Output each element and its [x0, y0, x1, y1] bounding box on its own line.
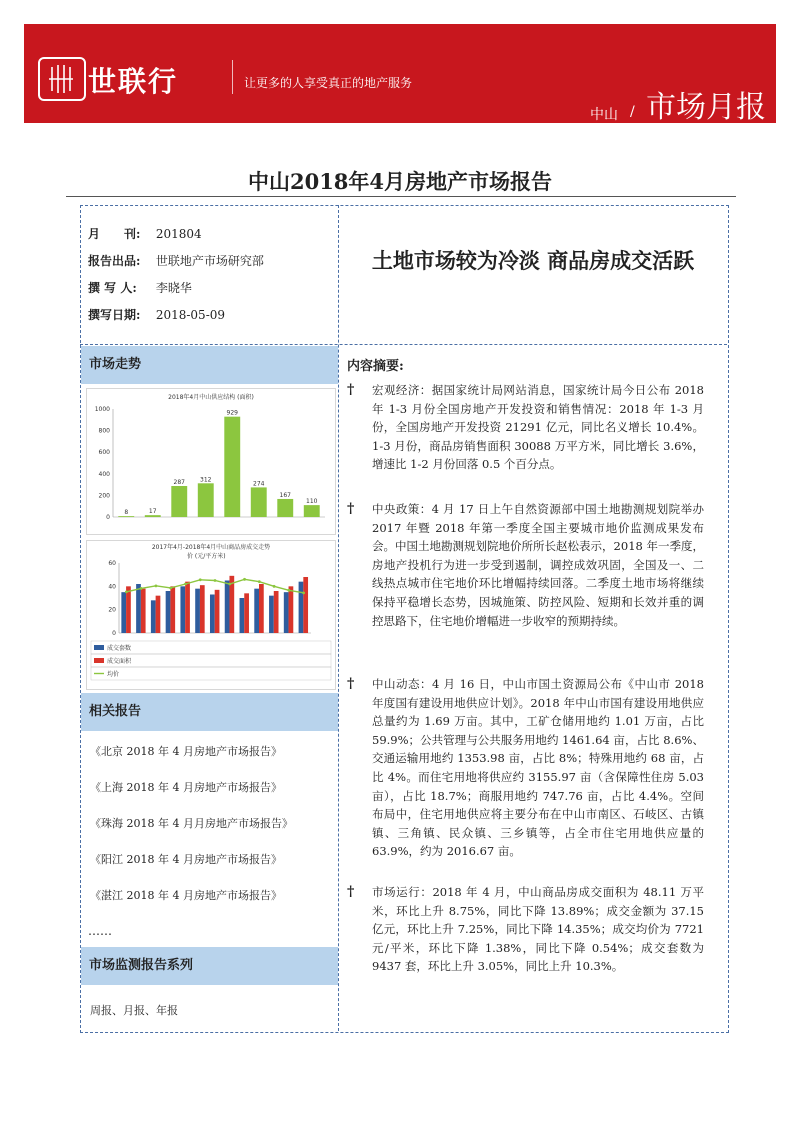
meta-author [88, 279, 192, 296]
bullet-icon: † [347, 884, 355, 900]
chart1-bar [224, 417, 240, 517]
chart1-y-tick: 800 [98, 427, 110, 435]
chart2-bar [166, 591, 171, 633]
chart1-data-label: 312 [200, 476, 212, 484]
meta-publisher [88, 252, 264, 269]
chart2-price-point [214, 579, 217, 582]
chart2-bar [240, 598, 245, 633]
chart2-bar [274, 591, 279, 633]
logo-text: 世联行 [88, 65, 179, 98]
meta-publisher-value: 世联地产市场研究部 [155, 254, 264, 268]
chart2-legend-swatch [94, 645, 104, 650]
chart2-price-point [199, 578, 202, 581]
chart2-ylabel: 价 (元/平方米) [187, 553, 226, 560]
meta-author-value: 李晓华 [155, 281, 192, 295]
meta-date-value: 2018-05-09 [155, 308, 226, 322]
meta-issue [88, 225, 202, 242]
chart2-bar [289, 586, 294, 633]
summary-title: 内容摘要: [347, 359, 404, 374]
chart-sales-trend [86, 540, 336, 690]
chart1-bar [304, 505, 320, 517]
chart2-bar [136, 584, 141, 633]
chart2-legend-label: 成交套数 [107, 645, 132, 652]
meta-date [88, 306, 225, 323]
chart2-price-point [228, 583, 231, 586]
chart2-legend-row [91, 667, 331, 680]
bullet-icon: † [347, 676, 355, 692]
logo-divider [232, 60, 233, 94]
related-report-link[interactable]: 《北京 2018 年 4 月房地产市场报告》 [90, 745, 282, 758]
chart2-bar [121, 592, 126, 633]
chart-supply-structure [86, 388, 336, 535]
chart1-data-label: 110 [306, 498, 318, 506]
chart2-bar [284, 592, 289, 633]
chart1-data-label: 17 [148, 508, 157, 516]
summary-macro: 宏观经济：据国家统计局网站消息，国家统计局今日公布 2018 年 1-3 月份全国房地产开发投资和销售情况：2018 年 1-3 月份，全国房地产开发投资 21291 亿元，同比名义增长 10.4%。1-3 月份，商品房销售面积 30088 万平方米，同比增长 3.6%，增速比 1-2 月份回落 0.5 个百分点。 [372, 383, 704, 472]
chart1-y-tick: 600 [98, 449, 110, 457]
chart2-price-point [273, 585, 276, 588]
meta-publisher-label: 报告出品: [88, 254, 141, 268]
related-report-link[interactable]: 《珠海 2018 年 4 月月房地产市场报告》 [90, 817, 293, 830]
chart2-bar [126, 586, 131, 633]
chart1-data-label: 929 [226, 409, 238, 417]
chart2-legend-swatch [94, 658, 104, 663]
meta-issue-label: 月 刊: [88, 227, 141, 241]
chart2-bar [299, 582, 304, 633]
related-report-link[interactable]: 《上海 2018 年 4 月房地产市场报告》 [90, 781, 282, 794]
chart2-bar [254, 589, 259, 633]
chart2-bar [141, 589, 146, 633]
summary-market: 市场运行：2018 年 4 月，中山商品房成交面积为 48.11 万平米，环比上升 8.75%，同比下降 13.89%；成交金额为 37.15 亿元，环比上升 7.25%，同比下降 14.35%；成交均价为 7721 元/平米，环比下降 1.38%，同比下降 0.54%；成交套数为 9437 套，环比上升 3.05%，同比上升 10.3%。 [372, 885, 704, 974]
row-divider [80, 344, 727, 345]
chart2-bar [156, 596, 161, 633]
chart2-price-point [184, 583, 187, 586]
chart1-bar [171, 486, 187, 517]
chart1-bar [251, 487, 267, 517]
chart1-bar [198, 483, 214, 517]
meta-author-label: 撰 写 人: [88, 281, 137, 295]
report-type: 市场月报 [646, 90, 766, 125]
chart2-y-tick: 0 [112, 630, 116, 637]
header-banner [24, 24, 776, 123]
city-separator: / [630, 104, 635, 120]
chart1-y-tick: 1000 [94, 406, 110, 413]
chart2-bar [244, 593, 249, 633]
page-title: 中山2018年4月房地产市场报告 [247, 169, 553, 194]
chart2-bar [170, 586, 175, 633]
meta-date-label: 撰写日期: [88, 308, 141, 322]
chart2-price-point [258, 580, 261, 583]
chart1-data-label: 8 [124, 509, 129, 517]
chart2-bar [195, 589, 200, 633]
related-more: …… [88, 924, 112, 938]
chart2-price-point [140, 587, 143, 590]
bullet-icon: † [347, 382, 355, 398]
column-divider [338, 205, 339, 1031]
chart2-bar [180, 586, 185, 633]
slogan: 让更多的人享受真正的地产服务 [244, 76, 413, 90]
chart1-bar [145, 515, 161, 517]
chart2-price-point [155, 584, 158, 587]
chart2-y-tick: 60 [108, 560, 116, 567]
chart2-y-tick: 20 [108, 606, 116, 614]
chart2-price-point [287, 589, 290, 592]
chart2-bar [215, 590, 220, 633]
chart2-bar [210, 595, 215, 634]
title-divider [66, 196, 736, 197]
chart2-price-point [302, 591, 305, 594]
chart-supply-svg [87, 389, 335, 534]
related-report-link[interactable]: 《湛江 2018 年 4 月房地产市场报告》 [90, 889, 282, 902]
meta-issue-value: 201804 [155, 227, 202, 241]
chart2-bar [303, 577, 308, 633]
chart2-bar [269, 596, 274, 633]
chart2-bar [225, 581, 230, 634]
chart2-price-point [243, 578, 246, 581]
headline: 土地市场较为冷淡 商品房成交活跃 [371, 249, 695, 273]
chart1-y-tick: 400 [98, 470, 110, 478]
summary-policy: 中央政策：4 月 17 日上午自然资源部中国土地勘测规划院举办 2017 年暨 2018 年第一季度全国主要城市地价监测成果发布会。中国土地勘测规划院地价所所长赵松表示，2018 年一季度，房地产投机行为进一步受到遏制，调控成效巩固，全国及一、二线热点城市住宅地价环比增幅持续回落。二季度土地市场将继续保持平稳增长态势，因城施策、防控风险、短期和长效并重的调控思路下，住宅地价增幅进一步收窄的预期持续。 [372, 502, 704, 628]
chart2-legend-label: 均价 [107, 671, 120, 678]
bullet-icon: † [347, 501, 355, 517]
chart1-y-tick: 200 [98, 492, 110, 500]
chart2-bar [200, 585, 205, 633]
section-monitoring-series: 市场监测报告系列 [81, 947, 338, 985]
chart1-y-tick: 0 [106, 514, 110, 521]
section-market-trend: 市场走势 [81, 346, 338, 384]
chart2-bar [259, 584, 264, 633]
city-label: 中山 [590, 107, 618, 123]
chart2-legend-label: 成交面积 [107, 658, 132, 665]
summary-zhongshan: 中山动态：4 月 16 日，中山市国土资源局公布《中山市 2018 年度国有建设用地供应计划》。2018 年中山市国有建设用地供应总量约为 1.69 万亩。其中，工矿仓储用地约 1.01 万亩，占比 59.9%；公共管理与公共服务用地约 1461.64 亩，占比 8.6%、交通运输用地约 1353.98 亩，占比 8%；特殊用地约 68 亩，占比 4%。而住宅用地将供应约 3155.97 亩（含保障性住房 5.03 亩），占比 18.7%；商服用地约 747.76 亩，占比 4.4%。空间布局中，住宅用地供应将主要分布在中山市南区、石岐区、古镇镇、三角镇、民众镇、三乡镇等，占全市住宅用地供应量的 63.9%，约为 2016.67 亩。 [372, 677, 704, 859]
chart1-data-label: 274 [253, 480, 265, 488]
logo-icon [38, 57, 86, 101]
chart1-data-label: 287 [173, 479, 185, 487]
chart2-bar [151, 600, 156, 633]
chart2-y-tick: 40 [108, 583, 116, 591]
chart2-bar [185, 582, 190, 633]
chart2-price-point [169, 587, 172, 590]
chart2-title: 2017年4月-2018年4月中山商品房成交走势 [151, 544, 271, 551]
chart1-bar [118, 516, 134, 517]
chart1-title: 2018年4月中山供应结构 (面积) [168, 394, 254, 401]
monitoring-series-value: 周报、月报、年报 [90, 1004, 178, 1017]
related-report-link[interactable]: 《阳江 2018 年 4 月房地产市场报告》 [90, 853, 282, 866]
section-related-reports: 相关报告 [81, 693, 338, 731]
chart2-price-point [125, 590, 128, 593]
chart-sales-svg [87, 541, 335, 689]
chart1-bar [277, 499, 293, 517]
chart1-data-label: 167 [279, 491, 291, 499]
